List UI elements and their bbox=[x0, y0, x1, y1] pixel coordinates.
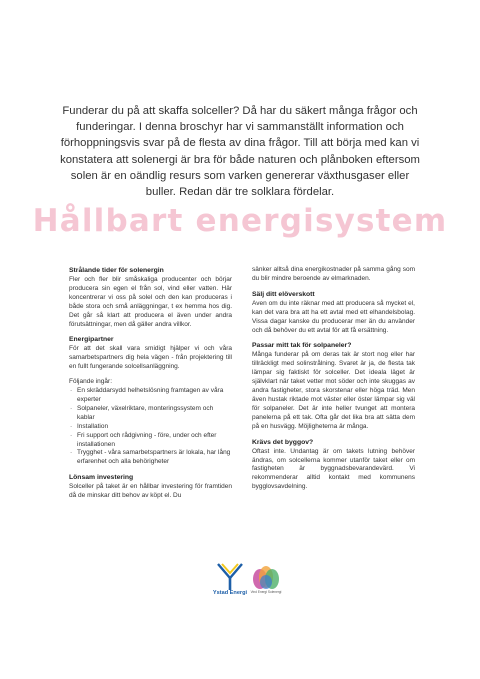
list-item: · Installation bbox=[69, 423, 232, 432]
section-title: Sälj ditt elöverskott bbox=[252, 290, 315, 298]
section-text: För att det skall vara smidigt hjälper vi och våra samarbetspartners dig hela vägen - från projektering till en fullt fungerande solcellsanläggning. bbox=[69, 345, 232, 371]
section-title: Krävs det byggov? bbox=[252, 438, 314, 446]
section-title: Energipartner bbox=[69, 336, 114, 344]
section-text: Fler och fler blir småskaliga producenter och börjar producera sin egen el från sol, vind eller vatten. Här koncentrerar vi oss på solel och den kan produceras i både stora och små anläggningar, t ex hemma hos dig. Det går så klart att producera el även under andra förutsättningar, men då gäller andra villkor. bbox=[69, 276, 232, 328]
list-item: · En skräddarsydd helhetslösning framtagen av våra experter bbox=[69, 387, 232, 405]
partner-logo-text: Vind Energi Solenergi bbox=[250, 590, 282, 594]
included-list bbox=[69, 387, 232, 467]
list-item: · Solpaneler, växelriktare, monteringssystem och kablar bbox=[69, 405, 232, 423]
section-text: Aven om du inte räknar med att producera så mycket el, kan det vara bra att ha ett avtal med ett elhandelsbolag. Vissa dagar kanske du producerar mer än du använder och då behöver du ett avtal för att få ersättning. bbox=[252, 299, 415, 334]
ystad-energi-logo-icon bbox=[210, 562, 250, 602]
list-intro: Följande ingår: bbox=[69, 378, 112, 386]
intro-paragraph: Funderar du på att skaffa solceller? Då har du säkert många frågor och funderingar. I denna broschyr har vi sammanställt information och förhoppningsvis svar på de flesta av dina frågor. Till att börja med kan vi konstatera att solenergi är bra för både naturen och plånboken eftersom solen är en oändlig resurs som varken genererar växthusgaser eller buller. Redan där tre solklara fördelar. bbox=[60, 105, 420, 199]
list-item: · Trygghet - våra samarbetspartners är lokala, har lång erfarenhet och alla behörigheter bbox=[69, 449, 232, 467]
partner-logo-icon bbox=[250, 565, 282, 591]
section-title: Strålande tider för solenergin bbox=[69, 267, 164, 274]
left-column bbox=[69, 266, 232, 507]
section-title: Lönsam investering bbox=[69, 474, 134, 482]
section-text: Oftast inte. Undantag är om takets lutning behöver ändras, om solcellerna kommer utanför taket eller om fastigheten är byggnadsbevarandevärd. Vi rekommenderar alltid kontakt med kommunens bygglovsavdelning. bbox=[252, 447, 415, 491]
section-text: Många funderar på om deras tak är stort nog eller har tillräckligt med solinstrålning. Svaret är ja, de flesta tak lämpar sig faktiskt för solceller. Det ideala läget är självklart när taket vetter mot söder och inte skuggas av andra fastigheter, stora skorstenar eller höga träd. Men även hustak riktade mot väster eller öster lämpar sig väl för solpaneler. Det är inte heller tvunget att montera panelerna på ett tak. Ofta går det lika bra att sätta dem på en husvägg. Möjligheterna är många. bbox=[252, 351, 415, 430]
headline: Hållbart energisystem bbox=[32, 203, 448, 239]
section-text: Solceller på taket är en hållbar investering för framtiden då de minskar ditt behov av köpt el. Du bbox=[69, 483, 232, 500]
section-text: sänker alltså dina energikostnader på samma gång som du blir mindre beroende av elmarknaden. bbox=[252, 266, 415, 282]
section-title: Passar mitt tak för solpaneler? bbox=[252, 342, 352, 350]
list-item: · Fri support och rådgivning - före, under och efter installationen bbox=[69, 432, 232, 450]
ystad-energi-logo-text: Ystad Energi bbox=[212, 590, 248, 596]
right-column bbox=[252, 266, 415, 498]
